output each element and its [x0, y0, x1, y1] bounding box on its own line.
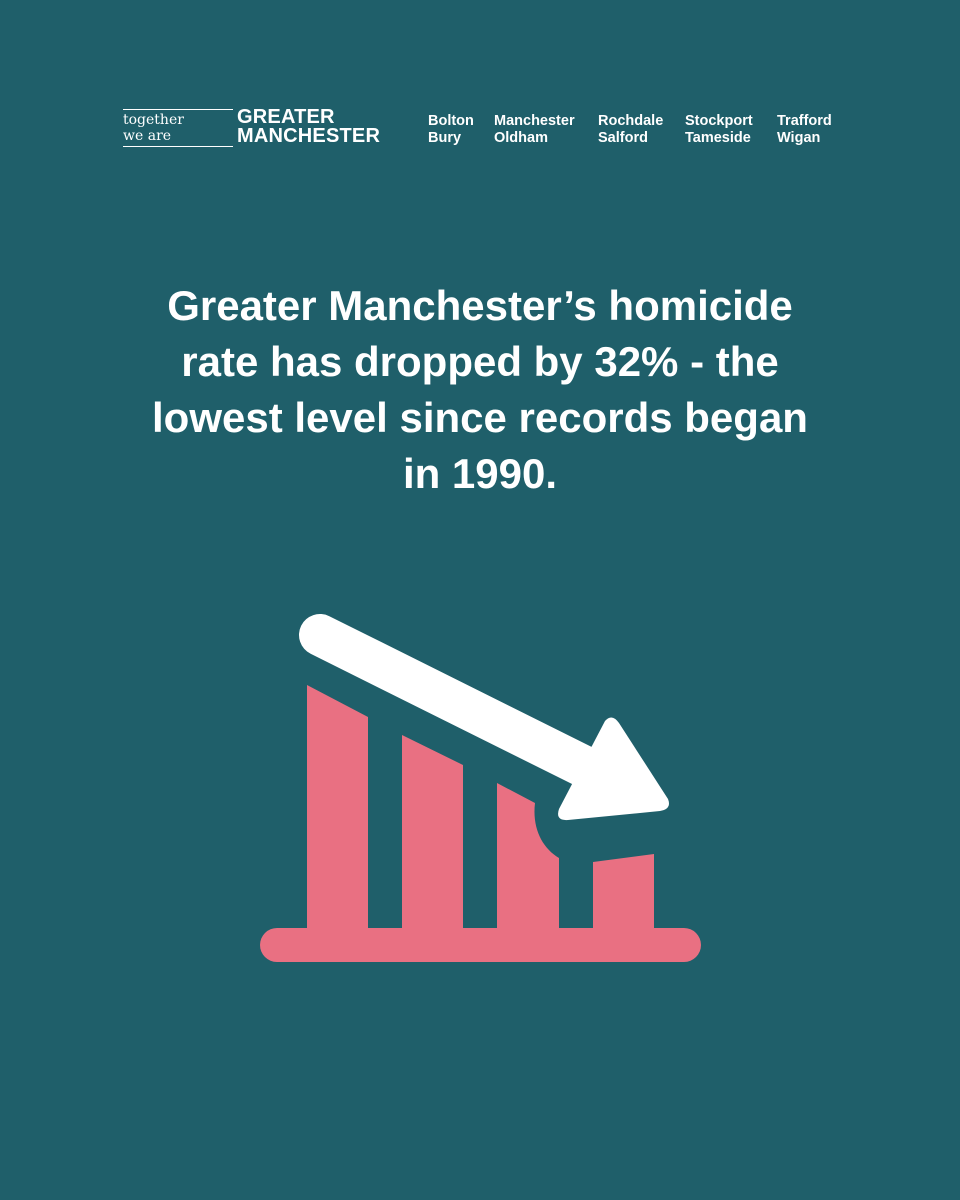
borough-oldham: Oldham [494, 130, 548, 146]
headline [40, 278, 920, 502]
logo-big-line2: MANCHESTER [237, 125, 381, 147]
borough-column-3 [598, 113, 663, 147]
borough-column-5 [777, 113, 832, 147]
borough-column-4 [685, 113, 753, 147]
borough-column-1 [428, 113, 474, 147]
logo-rule-top [123, 109, 233, 110]
together-we-are-logo [123, 108, 233, 148]
borough-column-2 [494, 113, 575, 147]
declining-bar-chart-icon [250, 600, 710, 970]
bar-2 [402, 735, 463, 932]
logo-small-line1: together [123, 112, 184, 128]
logo-big-line1: GREATER [237, 106, 335, 128]
bar-4 [593, 854, 654, 932]
logo-rule-bottom [123, 146, 233, 147]
borough-wigan: Wigan [777, 130, 821, 146]
header [123, 108, 843, 152]
borough-trafford: Trafford [777, 113, 832, 129]
borough-rochdale: Rochdale [598, 113, 664, 129]
logo-small-line2: we are [123, 128, 172, 144]
borough-bury: Bury [428, 130, 462, 146]
borough-tameside: Tameside [685, 130, 751, 146]
bar-1 [307, 685, 368, 932]
chart-baseline [260, 928, 701, 962]
headline-line1: Greater Manchester’s homicide [167, 282, 793, 329]
borough-manchester: Manchester [494, 113, 575, 129]
borough-stockport: Stockport [685, 113, 753, 129]
headline-line2: rate has dropped by 32% - the [181, 338, 779, 385]
borough-salford: Salford [598, 130, 648, 146]
bar-3 [497, 783, 559, 932]
greater-manchester-logo [237, 108, 380, 146]
headline-line3: lowest level since records began [152, 394, 808, 441]
borough-bolton: Bolton [428, 113, 474, 129]
headline-line4: in 1990. [402, 450, 558, 497]
